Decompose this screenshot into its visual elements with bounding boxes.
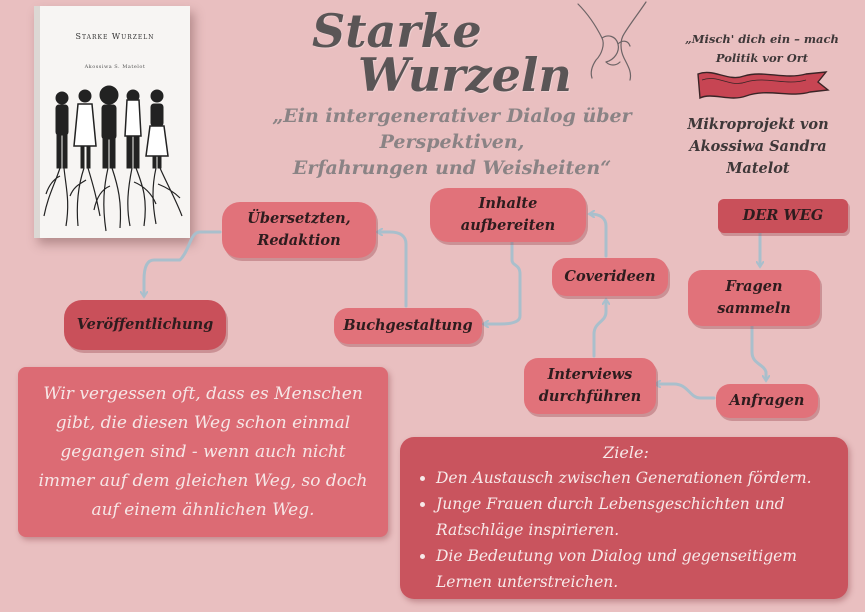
goal-item-3 [436,543,836,595]
project-line2: Akossiwa Sandra [689,138,827,155]
node-anfragen-label: Anfragen [729,392,805,409]
node-uebersetzen-line1: Übersetzten, [247,210,351,227]
subtitle-line2: Erfahrungen und Weisheiten“ [292,157,612,179]
node-coverideen-label: Coverideen [564,268,656,285]
arrow-anfragen-to-interviews [656,384,714,398]
project-line1: Mikroprojekt von [687,116,829,133]
quote-line3: gegangen sind - wenn auch nicht [60,441,346,462]
arrow-fragen-to-anfragen [752,322,766,380]
goal-item-2-line2: Ratschläge inspirieren. [436,521,620,539]
node-fragen-sammeln-line1: Fragen [725,278,783,295]
node-interviews-line2: durchführen [538,388,642,405]
goal-item-2-line1: Junge Frauen durch Lebensgeschichten und [436,495,785,513]
node-fragen-sammeln-line2: sammeln [717,300,791,317]
book-cover-author: Akossiwa S. Matelot [84,64,146,70]
node-fragen-sammeln [688,270,820,326]
arrow-uebersetzen-to-veroeffentlichung [144,232,220,296]
slogan-line2: Politik vor Ort [715,51,809,65]
arrow-coverideen-to-inhalte [590,214,606,256]
node-veroeffentlichung-label: Veröffentlichung [76,316,214,333]
node-interviews [524,358,656,414]
slogan-line1: „Misch' dich ein – mach [685,32,839,46]
node-buchgestaltung-label: Buchgestaltung [343,317,473,334]
node-buchgestaltung [334,308,482,344]
book-cover-title: Starke Wurzeln [75,32,155,41]
node-anfragen [716,384,818,418]
quote-line1: Wir vergessen oft, dass es Menschen [43,383,363,404]
goals-title: Ziele: [603,443,649,462]
quote-box [18,367,388,537]
node-uebersetzen-redaktion [222,202,376,258]
quote-line4: immer auf dem gleichen Weg, so doch [38,470,368,491]
goals-list [416,465,836,595]
goal-item-2 [436,491,836,543]
arrow-interviews-to-coverideen [594,300,606,356]
goal-item-1: • Den Austausch zwischen Generationen fördern. [436,465,836,491]
goals-box [400,437,848,599]
node-veroeffentlichung [64,300,226,350]
node-inhalte-line2: aufbereiten [460,217,556,234]
main-title-line2: Wurzeln [358,47,572,102]
node-coverideen [552,258,668,296]
subtitle-line1: „Ein intergenerativer Dialog über Perspektiven, [272,105,632,153]
node-inhalte-line1: Inhalte [478,195,538,212]
goal-item-3-line1: Die Bedeutung von Dialog und gegenseitigem [436,547,797,565]
node-der-weg-label: DER WEG [742,207,824,224]
quote-line2: gibt, die diesen Weg schon einmal [55,412,351,433]
arrow-inhalte-to-buchgestaltung [484,242,520,324]
node-inhalte-aufbereiten [430,188,586,242]
quote-line5: auf einem ähnlichen Weg. [91,499,315,520]
node-der-weg [718,199,848,233]
project-line3: Matelot [726,160,790,177]
node-interviews-line1: Interviews [547,366,633,383]
goal-item-3-line2: Lernen unterstreichen. [436,573,619,591]
arrow-buchgestaltung-to-uebersetzen [378,232,406,306]
main-title-line1: Starke [312,4,482,58]
node-uebersetzen-line2: Redaktion [257,232,341,249]
